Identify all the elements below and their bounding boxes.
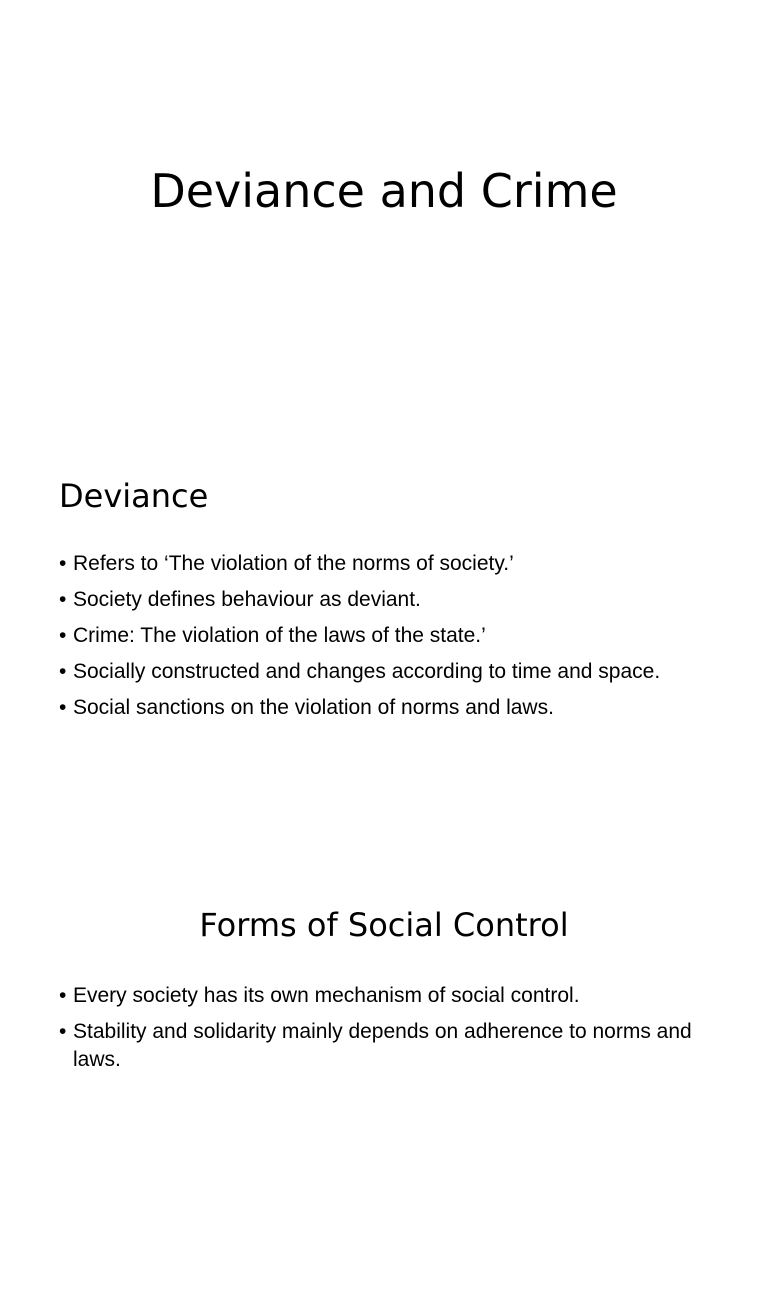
- bullet-text: Refers to ‘The violation of the norms of society.’: [73, 552, 514, 575]
- bullet-symbol: •: [59, 588, 67, 611]
- slide-deviance: [0, 432, 768, 864]
- bullet-item: [59, 622, 699, 650]
- bullet-text: Every society has its own mechanism of social control.: [73, 984, 580, 1007]
- slide-3-bullet-list: [59, 982, 699, 1082]
- bullet-symbol: •: [59, 624, 67, 647]
- bullet-symbol: •: [59, 552, 67, 575]
- bullet-text: Stability and solidarity mainly depends on adherence to norms and laws.: [73, 1020, 692, 1071]
- slide-social-control: [0, 864, 768, 1296]
- bullet-item: [59, 586, 699, 614]
- bullet-symbol: •: [59, 1020, 67, 1043]
- bullet-text: Social sanctions on the violation of norms and laws.: [73, 696, 554, 719]
- slide-2-heading: Deviance: [59, 477, 209, 515]
- bullet-item: [59, 1018, 699, 1074]
- bullet-item: [59, 694, 699, 722]
- bullet-symbol: •: [59, 660, 67, 683]
- bullet-item: [59, 982, 699, 1010]
- bullet-item: [59, 658, 699, 686]
- bullet-text: Crime: The violation of the laws of the state.’: [73, 624, 486, 647]
- slide-2-bullet-list: [59, 550, 699, 730]
- slide-3-title: Forms of Social Control: [199, 906, 569, 944]
- bullet-symbol: •: [59, 984, 67, 1007]
- bullet-text: Society defines behaviour as deviant.: [73, 588, 421, 611]
- slide-1-title: Deviance and Crime: [150, 164, 618, 218]
- bullet-symbol: •: [59, 696, 67, 719]
- bullet-text: Socially constructed and changes according to time and space.: [73, 660, 661, 683]
- slide-title: [0, 0, 768, 432]
- bullet-item: [59, 550, 699, 578]
